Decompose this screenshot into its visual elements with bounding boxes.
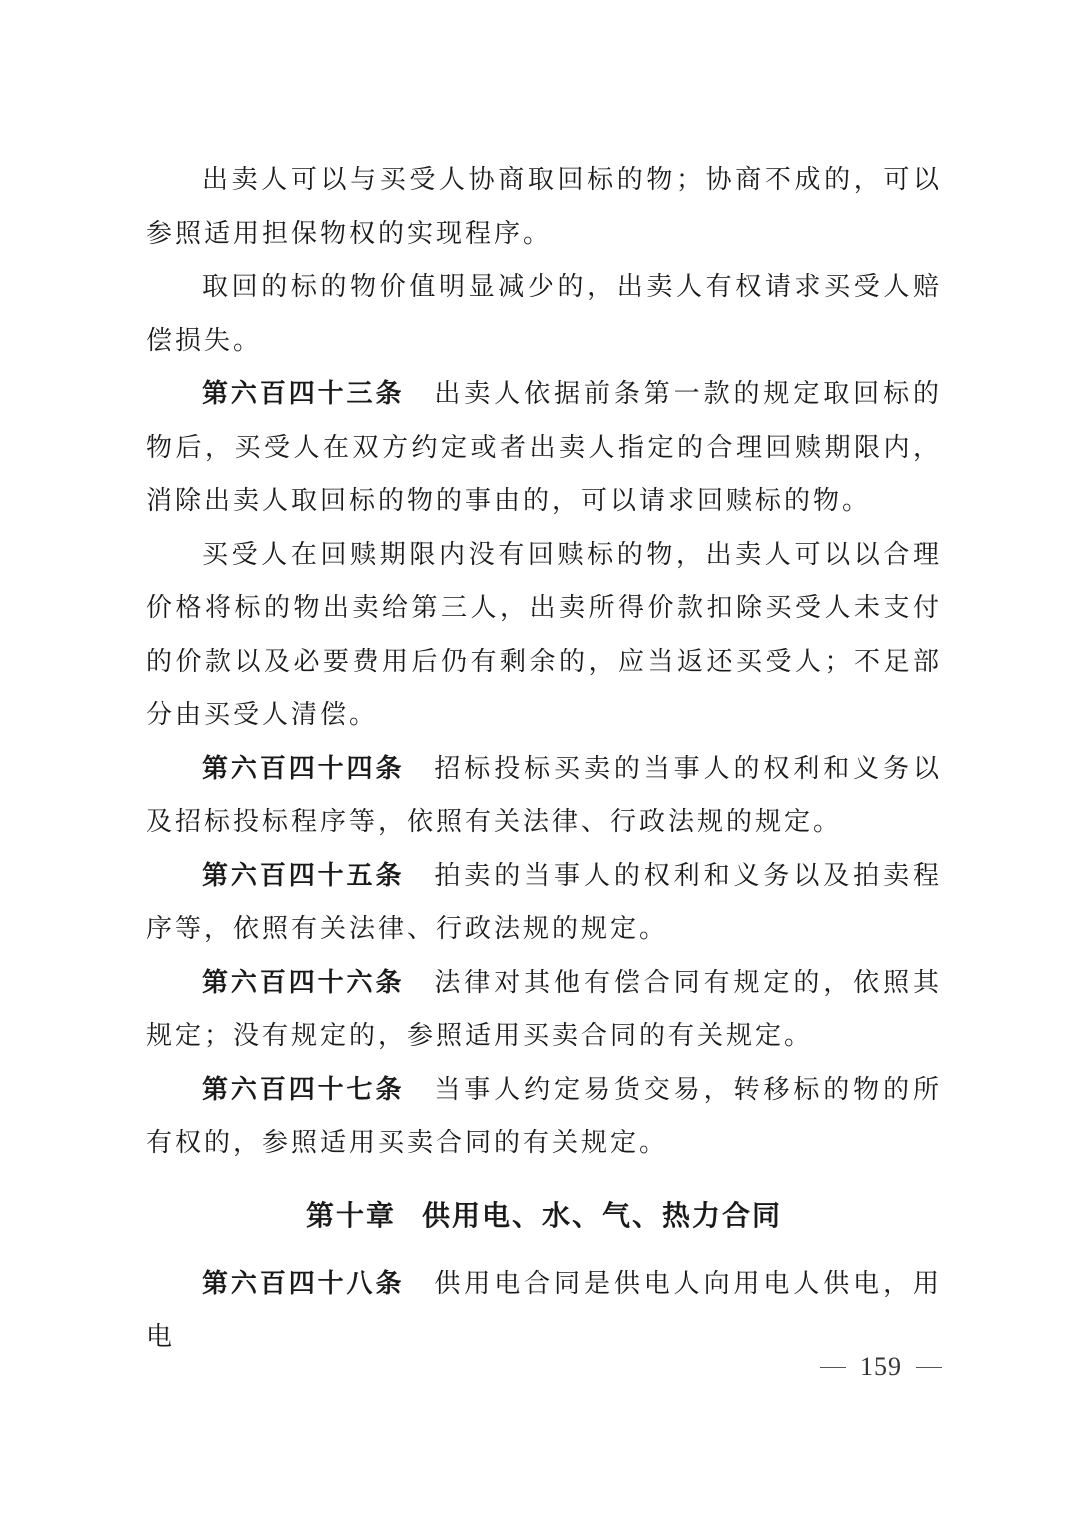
article-paragraph [146, 368, 942, 529]
article-number: 第六百四十八条 [202, 1268, 405, 1299]
page-number: 159 [860, 1352, 902, 1381]
article-paragraph [146, 743, 942, 850]
article-paragraph [146, 1258, 942, 1365]
paragraph-text: 法律对其他有偿合同有规定的，依照其规定；没有规定的，参照适用买卖合同的有关规定。 [146, 967, 942, 1051]
article-number: 第六百四十六条 [202, 967, 405, 998]
article-paragraph [146, 957, 942, 1064]
paragraph-text: 当事人约定易货交易，转移标的物的所有权的，参照适用买卖合同的有关规定。 [146, 1074, 942, 1158]
paragraph [146, 154, 942, 261]
article-number: 第六百四十四条 [202, 753, 405, 784]
page-number-footer [820, 1352, 960, 1382]
paragraph-text: 出卖人可以与买受人协商取回标的物；协商不成的，可以参照适用担保物权的实现程序。 [146, 165, 942, 249]
paragraph [146, 529, 942, 743]
article-number: 第六百四十五条 [202, 860, 405, 891]
chapter-title: 供用电、水、气、热力合同 [422, 1198, 783, 1232]
paragraph [146, 261, 942, 368]
article-paragraph [146, 1064, 942, 1171]
paragraph-text: 取回的标的物价值明显减少的，出卖人有权请求买受人赔偿损失。 [146, 272, 942, 356]
article-paragraph [146, 850, 942, 957]
chapter-heading [146, 1188, 942, 1244]
dash-left-decoration [820, 1367, 846, 1368]
article-number: 第六百四十三条 [202, 379, 405, 409]
article-number: 第六百四十七条 [202, 1074, 405, 1105]
dash-right-decoration [916, 1367, 942, 1368]
page-body [146, 154, 942, 1365]
paragraph-text: 拍卖的当事人的权利和义务以及拍卖程序等，依照有关法律、行政法规的规定。 [146, 860, 942, 944]
paragraph-text: 招标投标买卖的当事人的权利和义务以及招标投标程序等，依照有关法律、行政法规的规定。 [146, 753, 942, 837]
chapter-number: 第十章 [305, 1198, 396, 1232]
paragraph-text: 出卖人依据前条第一款的规定取回标的物后，买受人在双方约定或者出卖人指定的合理回赎期限内，消除出卖人取回标的物的事由的，可以请求回赎标的物。 [146, 379, 942, 516]
paragraph-text: 买受人在回赎期限内没有回赎标的物，出卖人可以以合理价格将标的物出卖给第三人，出卖所得价款扣除买受人未支付的价款以及必要费用后仍有剩余的，应当返还买受人；不足部分由买受人清偿。 [146, 539, 942, 730]
paragraph-text: 供用电合同是供电人向用电人供电，用电 [146, 1268, 942, 1352]
